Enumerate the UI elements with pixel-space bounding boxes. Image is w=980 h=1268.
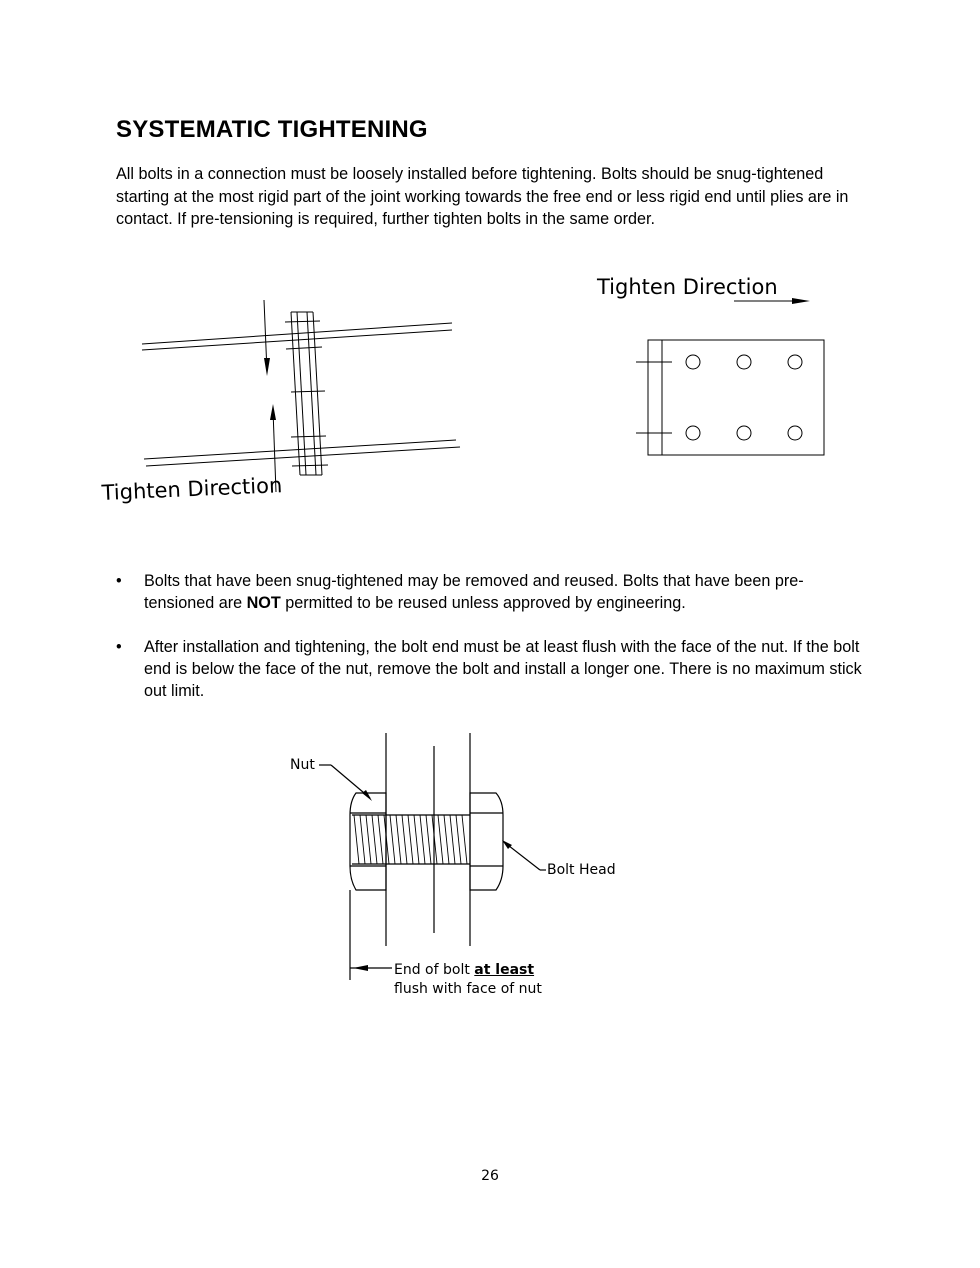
thread-line (420, 815, 425, 864)
thread-line (354, 815, 359, 864)
thread-line (408, 815, 413, 864)
end-of-bolt-label-line2: flush with face of nut (394, 981, 542, 997)
bolt-head-label: Bolt Head (547, 862, 616, 878)
thread-line (438, 815, 443, 864)
bullet-flush-text: After installation and tightening, the bolt end must be at least flush with the face of the nut. If the bolt end is below the face of the nut, remove the bolt and install a longer one. There is no maximum stick out limit. (144, 638, 862, 700)
thread-line (414, 815, 419, 864)
bullet-marker: • (116, 638, 122, 656)
end-of-bolt-label-prefix: End of bolt (394, 962, 475, 978)
bolt-threads (354, 815, 467, 864)
bullet-reuse-text-start: Bolts that have been snug-tightened may be removed and reused. Bolts that have been pre-tensioned are (144, 572, 804, 612)
thread-line (390, 815, 395, 864)
thread-line (366, 815, 371, 864)
page-number: 26 (481, 1168, 499, 1184)
end-of-bolt-label (394, 961, 542, 999)
section-heading: SYSTEMATIC TIGHTENING (116, 116, 428, 143)
end-of-bolt-label-emphasis: at least (474, 962, 535, 978)
thread-line (426, 815, 431, 864)
thread-line (396, 815, 401, 864)
bullet-marker: • (116, 572, 122, 590)
thread-line (444, 815, 449, 864)
left-tighten-direction-label: Tighten Direction (101, 473, 283, 505)
right-tighten-direction-label: Tighten Direction (597, 275, 778, 299)
bullet-reuse-text-end: permitted to be reused unless approved by engineering. (280, 594, 686, 612)
thread-line (450, 815, 455, 864)
thread-line (462, 815, 467, 864)
thread-line (456, 815, 461, 864)
thread-line (402, 815, 407, 864)
thread-line (378, 815, 383, 864)
bullet-reuse-emphasis: NOT (246, 594, 281, 612)
thread-line (360, 815, 365, 864)
intro-paragraph: All bolts in a connection must be loosely installed before tightening. Bolts should be snug-tightened starting at the most rigid part of the joint working towards the free end or less rigid end until plies are in contact. If pre-tensioning is required, further tighten bolts in the same order. (116, 165, 849, 228)
nut-label: Nut (290, 757, 315, 773)
thread-line (372, 815, 377, 864)
